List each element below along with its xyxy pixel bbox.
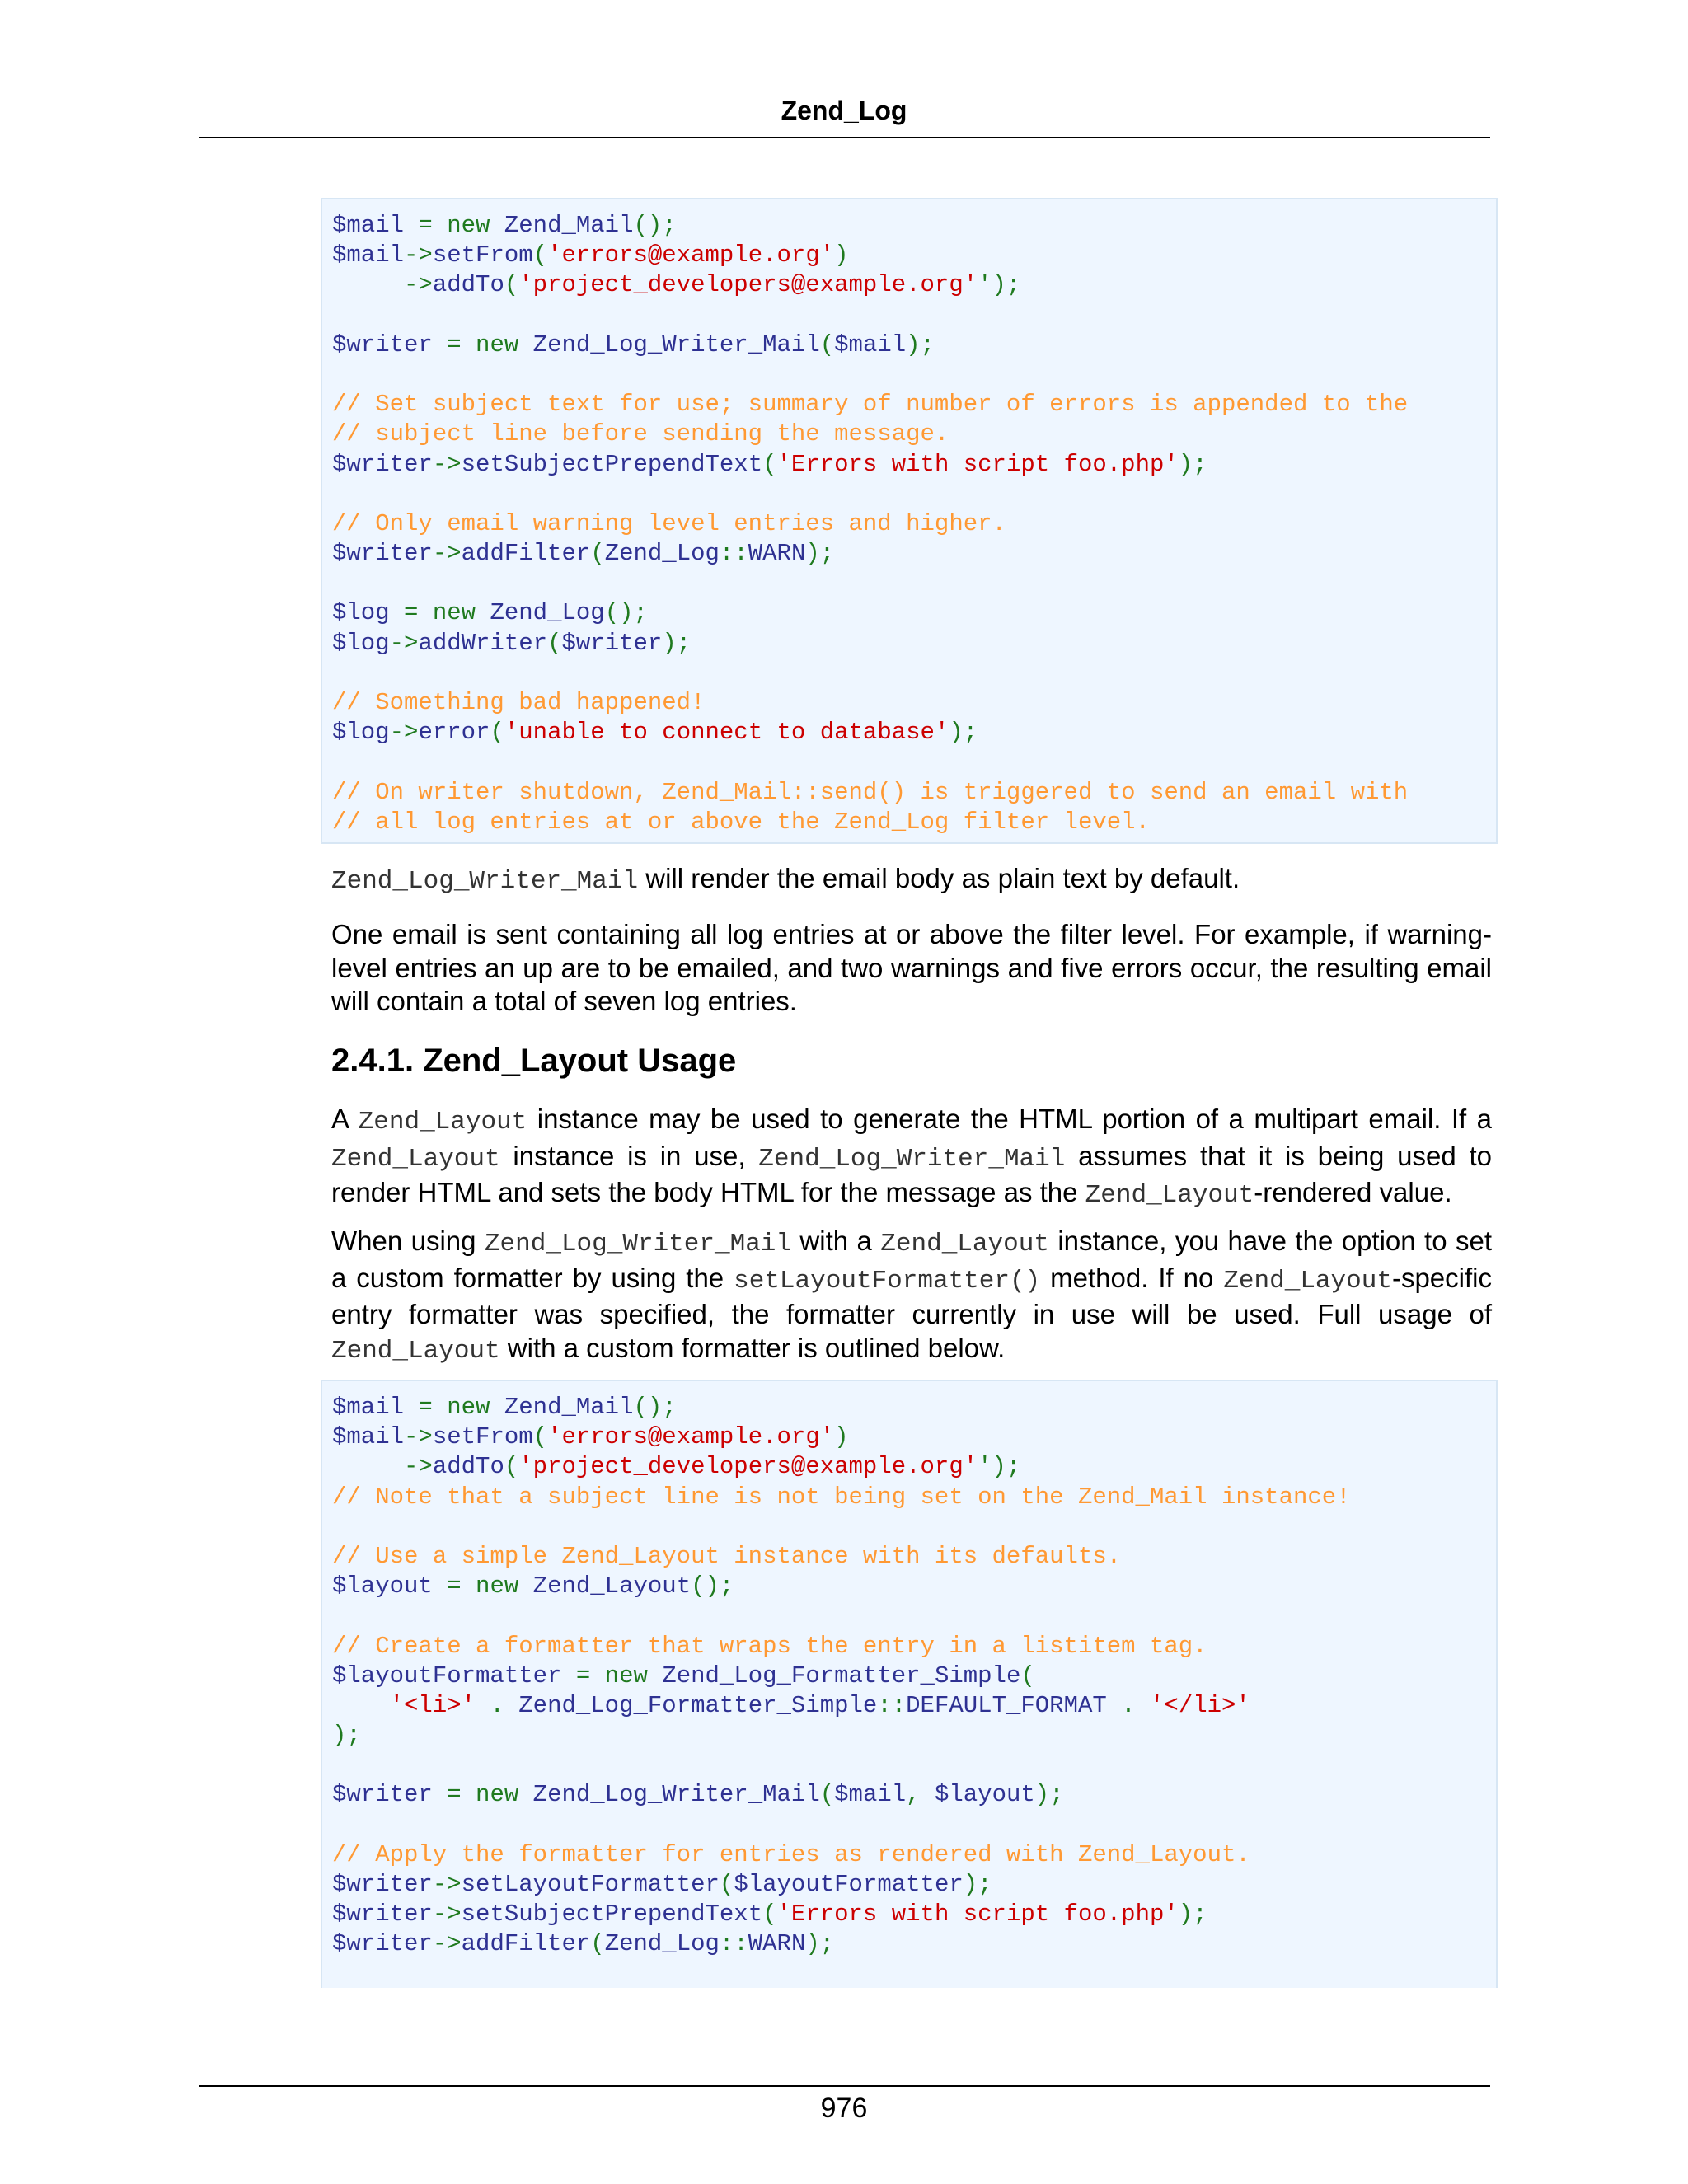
- code-token: [518, 331, 532, 359]
- code-token: (: [532, 241, 548, 269]
- code-token: (: [819, 1781, 835, 1809]
- code-token: $layout: [332, 1572, 433, 1601]
- code-line: [332, 1601, 1496, 1631]
- paragraph-text: method. If no: [1040, 1262, 1224, 1293]
- code-token: ();: [633, 212, 677, 239]
- code-token: $writer: [332, 1930, 433, 1958]
- code-token: $writer: [332, 330, 433, 359]
- code-line: [332, 390, 1496, 419]
- paragraph-one-email: [331, 918, 1492, 1019]
- code-token: '</li>': [1150, 1691, 1250, 1719]
- code-token: [332, 1453, 404, 1480]
- page-number: 976: [820, 2093, 868, 2124]
- code-line: [332, 1929, 1496, 1959]
- code-token: ->: [404, 1423, 433, 1451]
- code-token: $mail: [332, 1423, 405, 1451]
- code-line: [332, 1721, 1496, 1750]
- code-token: ,: [906, 1781, 935, 1809]
- inline-code: Zend_Log_Writer_Mail: [331, 867, 639, 896]
- code-token: ->: [404, 271, 433, 299]
- code-line: [332, 1750, 1496, 1780]
- code-token: Zend_Log: [604, 1930, 720, 1958]
- code-line: [332, 1870, 1496, 1900]
- code-block-layout-writer: [321, 1380, 1498, 1988]
- code-token: $writer: [332, 1900, 433, 1929]
- code-line: [332, 1691, 1496, 1721]
- code-token: );: [805, 540, 835, 568]
- code-token: .: [476, 1691, 519, 1719]
- code-line: [332, 480, 1496, 509]
- code-token: // Create a formatter that wraps the entry in a listitem tag.: [332, 1632, 1207, 1660]
- section-heading: 2.4.1. Zend_Layout Usage: [331, 1043, 737, 1079]
- code-token: setFrom: [432, 1423, 533, 1451]
- code-token: 'unable to connect to database': [504, 719, 950, 747]
- code-token: // all log entries at or above the Zend_Log filter level.: [332, 808, 1150, 836]
- code-token: // Note that a subject line is not being set on the Zend_Mail instance!: [332, 1483, 1351, 1511]
- paragraph-text: A: [331, 1104, 359, 1134]
- code-token: );: [1034, 1781, 1064, 1809]
- code-token: 'Errors with script foo.php': [776, 450, 1179, 478]
- code-token: (: [532, 1423, 548, 1451]
- code-token: 'Errors with script foo.php': [776, 1900, 1179, 1929]
- code-token: [490, 1394, 504, 1421]
- code-token: $writer: [561, 629, 663, 657]
- code-token: DEFAULT_FORMAT: [906, 1691, 1107, 1719]
- code-token: 'project_developers@example.org': [518, 1453, 978, 1481]
- code-token: new: [447, 212, 490, 239]
- code-token: [332, 1692, 390, 1719]
- code-line: [332, 718, 1496, 748]
- code-line: [332, 509, 1496, 539]
- code-token: (: [1020, 1661, 1035, 1690]
- code-token: );: [963, 1871, 992, 1898]
- code-token: addFilter: [461, 540, 591, 568]
- paragraph-text: instance, you have the option to set a custom formatter by using the: [331, 1226, 1492, 1293]
- code-line: [332, 629, 1496, 658]
- inline-code: Zend_Log_Writer_Mail: [758, 1144, 1066, 1174]
- code-token: new: [476, 330, 519, 359]
- code-token: setSubjectPrependText: [461, 1900, 763, 1929]
- code-token: (: [504, 1453, 519, 1481]
- code-token: =: [404, 212, 448, 239]
- code-line: [332, 450, 1496, 480]
- code-line: [332, 419, 1496, 449]
- footer-rule: [199, 2085, 1490, 2087]
- code-token: Zend_Log_Writer_Mail: [532, 330, 820, 359]
- code-token: // subject line before sending the message.: [332, 420, 950, 448]
- code-token: (: [547, 629, 562, 657]
- code-token: Zend_Log_Writer_Mail: [532, 1781, 820, 1809]
- code-token: ->: [432, 540, 462, 568]
- code-line: [332, 1512, 1496, 1542]
- code-token: ->: [432, 1871, 462, 1898]
- paragraph-text: with a: [791, 1226, 881, 1256]
- code-token: $log: [332, 599, 390, 627]
- code-token: Zend_Mail: [504, 212, 634, 239]
- paragraph-text: instance may be used to generate the HTML portion of a multipart email. If a: [527, 1104, 1493, 1134]
- code-line: [332, 360, 1496, 390]
- paragraph-text: instance is in use,: [499, 1140, 759, 1171]
- code-token: new: [432, 599, 476, 627]
- code-token: ->: [389, 719, 419, 747]
- code-token: $writer: [332, 540, 433, 568]
- code-token: Zend_Layout: [532, 1572, 692, 1601]
- code-token: ): [834, 1423, 849, 1451]
- code-token: ');: [978, 1453, 1021, 1481]
- code-token: setLayoutFormatter: [461, 1871, 720, 1898]
- code-token: $mail: [332, 212, 405, 239]
- code-token: ->: [432, 1900, 462, 1929]
- code-line: [332, 1483, 1496, 1512]
- code-token: (: [719, 1871, 734, 1898]
- code-token: =: [561, 1661, 605, 1690]
- code-line: [332, 808, 1496, 837]
- header-rule: [199, 137, 1490, 138]
- paragraph-text: assumes that it is being used to render HTML and sets the body HTML for the message as the: [331, 1140, 1492, 1207]
- code-line: [332, 658, 1496, 688]
- code-token: (: [762, 450, 777, 478]
- code-token: Zend_Log_Formatter_Simple: [518, 1691, 878, 1719]
- code-token: (: [762, 1900, 777, 1929]
- code-line: [332, 539, 1496, 569]
- code-line: [332, 748, 1496, 777]
- code-token: [518, 1781, 532, 1808]
- code-token: =: [432, 330, 476, 359]
- code-line: [332, 211, 1496, 241]
- code-token: );: [662, 629, 692, 657]
- code-token: Zend_Mail: [504, 1394, 634, 1421]
- code-token: WARN: [748, 540, 806, 568]
- paragraph-text: with a custom formatter is outlined below.: [499, 1332, 1006, 1363]
- code-token: =: [432, 1572, 476, 1601]
- code-token: $mail: [834, 330, 907, 359]
- code-token: (: [504, 271, 519, 299]
- inline-code: Zend_Layout: [358, 1108, 528, 1137]
- code-token: addWriter: [418, 629, 548, 657]
- code-token: // Set subject text for use; summary of number of errors is appended to the: [332, 391, 1409, 419]
- code-line: [332, 688, 1496, 718]
- code-line: [332, 778, 1496, 808]
- code-token: setSubjectPrependText: [461, 450, 763, 478]
- code-line: [332, 301, 1496, 330]
- inline-code: Zend_Layout: [1223, 1266, 1392, 1296]
- code-line: [332, 1900, 1496, 1929]
- code-token: =: [404, 1394, 448, 1421]
- code-token: 'errors@example.org': [547, 1423, 835, 1451]
- code-token: [518, 1572, 532, 1600]
- code-token: [332, 271, 404, 298]
- code-token: );: [1178, 450, 1207, 478]
- code-token: ->: [389, 629, 419, 657]
- code-token: ->: [432, 1930, 462, 1958]
- code-token: =: [389, 599, 433, 627]
- code-token: [476, 599, 490, 626]
- inline-code: Zend_Layout: [331, 1144, 500, 1174]
- paragraph-text: One email is sent containing all log entries at or above the filter level. For example, if warning-level entries an up are to be emailed, and two warnings and five errors occur, the resulting email will contain a total of seven log entries.: [331, 919, 1492, 1016]
- paragraph-text: When using: [331, 1226, 485, 1256]
- code-token: 'project_developers@example.org': [518, 271, 978, 299]
- code-line: [332, 569, 1496, 598]
- code-token: );: [1178, 1900, 1207, 1929]
- paragraph-text: -specific entry formatter was specified, the formatter currently in use will be used. Full usage of: [331, 1262, 1492, 1329]
- code-token: $layoutFormatter: [734, 1871, 964, 1898]
- code-token: // Use a simple Zend_Layout instance with its defaults.: [332, 1542, 1122, 1570]
- code-token: );: [906, 330, 935, 359]
- inline-code: Zend_Layout: [880, 1230, 1049, 1258]
- code-line: [332, 1632, 1496, 1661]
- code-token: addFilter: [461, 1930, 591, 1958]
- code-token: (: [590, 540, 605, 568]
- code-token: ::: [719, 1930, 748, 1958]
- code-line: [332, 1393, 1496, 1422]
- code-token: Zend_Log: [604, 540, 720, 568]
- code-token: 'errors@example.org': [547, 241, 835, 269]
- code-token: );: [949, 719, 978, 747]
- code-token: $mail: [332, 1394, 405, 1421]
- code-token: setFrom: [432, 241, 533, 269]
- code-token: $writer: [332, 1871, 433, 1898]
- code-token: ->: [404, 1453, 433, 1481]
- code-line: [332, 1840, 1496, 1870]
- code-token: $writer: [332, 1781, 433, 1809]
- page-header-title: Zend_Log: [781, 96, 907, 125]
- code-token: // Only email warning level entries and higher.: [332, 509, 1006, 537]
- code-token: );: [332, 1722, 361, 1750]
- code-token: $mail: [332, 241, 405, 269]
- code-token: $writer: [332, 450, 433, 478]
- code-line: [332, 1780, 1496, 1810]
- code-token: new: [476, 1572, 519, 1601]
- code-token: WARN: [748, 1930, 806, 1958]
- code-line: [332, 1542, 1496, 1572]
- code-token: .: [1106, 1691, 1151, 1719]
- code-token: ();: [633, 1394, 677, 1421]
- code-token: // On writer shutdown, Zend_Mail::send() is triggered to send an email with: [332, 778, 1409, 806]
- code-line: [332, 1572, 1496, 1601]
- code-token: error: [418, 719, 490, 747]
- code-token: (: [819, 330, 835, 359]
- code-token: ): [834, 241, 849, 269]
- code-block-mail-writer: [321, 198, 1498, 844]
- code-token: addTo: [432, 271, 504, 299]
- paragraph-text: -rendered value.: [1254, 1177, 1452, 1207]
- code-line: [332, 1661, 1496, 1691]
- paragraph-text: will render the email body as plain text by default.: [638, 863, 1240, 893]
- paragraph-plain-text-default: [331, 862, 1492, 899]
- code-token: [648, 1662, 662, 1690]
- code-token: // Something bad happened!: [332, 689, 706, 716]
- code-token: [490, 212, 504, 239]
- code-token: ::: [877, 1691, 907, 1719]
- code-token: new: [447, 1394, 490, 1421]
- code-token: ->: [404, 241, 433, 269]
- paragraph-custom-formatter: [331, 1225, 1492, 1368]
- code-token: $layoutFormatter: [332, 1661, 562, 1690]
- code-token: $mail: [834, 1781, 907, 1809]
- code-token: ();: [604, 599, 648, 627]
- inline-code: Zend_Layout: [331, 1336, 500, 1366]
- code-token: Zend_Log: [490, 599, 605, 627]
- code-line: [332, 598, 1496, 628]
- code-token: $log: [332, 719, 390, 747]
- code-line: [332, 1422, 1496, 1452]
- code-token: (: [590, 1930, 605, 1958]
- code-token: (: [490, 719, 504, 747]
- code-line: [332, 270, 1496, 300]
- code-token: =: [432, 1781, 476, 1809]
- code-line: [332, 1811, 1496, 1840]
- code-token: );: [805, 1930, 835, 1958]
- paragraph-layout-instance: [331, 1103, 1492, 1213]
- code-token: $layout: [934, 1781, 1035, 1809]
- code-token: '<li>': [389, 1691, 476, 1719]
- code-token: ();: [691, 1572, 734, 1601]
- code-token: // Apply the formatter for entries as rendered with Zend_Layout.: [332, 1840, 1250, 1868]
- code-token: Zend_Log_Formatter_Simple: [662, 1661, 1021, 1690]
- code-token: ');: [978, 271, 1021, 299]
- code-token: addTo: [432, 1453, 504, 1481]
- inline-code: setLayoutFormatter(): [734, 1266, 1041, 1296]
- code-line: [332, 1452, 1496, 1482]
- code-token: $log: [332, 629, 390, 657]
- code-token: ->: [432, 450, 462, 478]
- code-line: [332, 330, 1496, 360]
- code-token: new: [476, 1781, 519, 1809]
- code-token: new: [604, 1661, 648, 1690]
- code-token: ::: [719, 540, 748, 568]
- inline-code: Zend_Layout: [1085, 1181, 1254, 1210]
- code-line: [332, 241, 1496, 270]
- inline-code: Zend_Log_Writer_Mail: [484, 1230, 791, 1258]
